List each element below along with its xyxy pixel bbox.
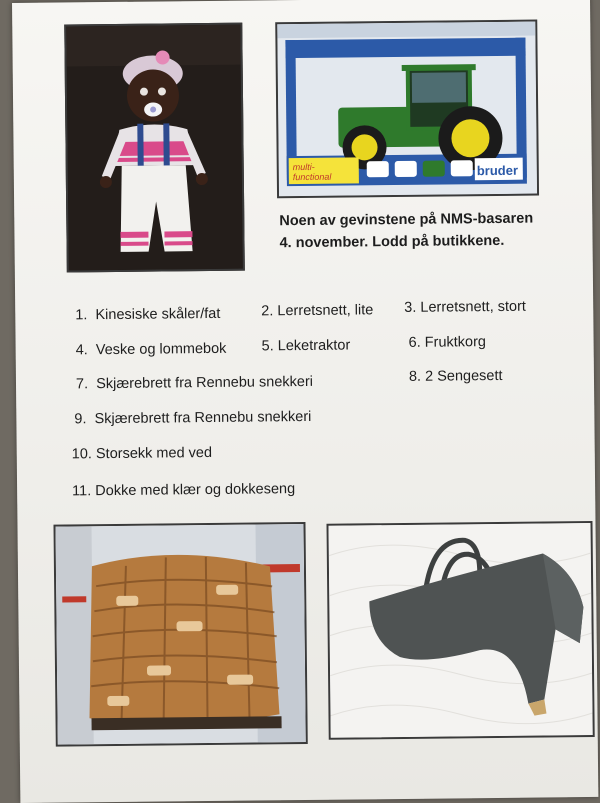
prize-1 <box>75 306 220 324</box>
prize-label: Fruktkorg <box>424 334 487 351</box>
prize-label: Skjærebrett fra Rennebu snekkeri <box>96 373 314 393</box>
tractor-box-side-text-2: functional <box>292 171 332 183</box>
prize-6 <box>409 334 487 351</box>
poster-sheet <box>12 0 598 803</box>
prize-number: 7. <box>75 376 89 393</box>
prize-number: 10. <box>71 446 93 463</box>
tractor-box-brand: bruder <box>476 162 519 179</box>
prize-label: Storsekk med ved <box>95 444 213 463</box>
firewood-illustration <box>56 524 306 745</box>
tractor-photo <box>275 20 539 199</box>
prize-11 <box>72 481 295 499</box>
prize-5 <box>262 338 351 355</box>
tractor-box-side-text-1: multi- <box>292 161 315 173</box>
prize-2 <box>261 302 373 319</box>
prize-number: 8. <box>408 368 422 385</box>
prize-number: 5. <box>261 338 274 355</box>
prize-10 <box>72 445 212 462</box>
prize-number: 11. <box>72 483 92 500</box>
bag-photo <box>326 521 594 740</box>
prize-label: Lerretsnett, lite <box>277 302 374 320</box>
doll-photo <box>64 23 245 273</box>
bag-illustration <box>329 523 593 738</box>
prize-9 <box>74 409 311 427</box>
prize-number: 4. <box>75 342 88 359</box>
prize-label: Skjærebrett fra Rennebu snekkeri <box>94 408 312 428</box>
prize-number: 9. <box>74 411 87 428</box>
doll-illustration <box>66 25 243 271</box>
prize-7 <box>76 374 313 392</box>
prize-label: Lerretsnett, stort <box>420 298 527 316</box>
prize-8 <box>409 368 503 385</box>
prize-3 <box>404 299 526 316</box>
prize-label: Dokke med klær og dokkeseng <box>95 481 296 500</box>
firewood-photo <box>53 522 307 747</box>
prize-label: Veske og lommebok <box>95 340 227 359</box>
prize-label: 2 Sengesett <box>424 367 503 385</box>
caption-line-2: 4. november. Lodd på butikkene. <box>279 232 505 252</box>
prize-number: 2. <box>261 303 274 320</box>
prize-number: 3. <box>404 299 417 316</box>
tractor-illustration <box>277 22 537 197</box>
caption-line-1: Noen av gevinstene på NMS-basaren <box>279 210 534 230</box>
prize-number: 1. <box>75 307 88 324</box>
prize-4 <box>76 341 227 359</box>
prize-label: Kinesiske skåler/fat <box>95 305 221 324</box>
prize-number: 6. <box>408 334 421 351</box>
prize-label: Leketraktor <box>277 337 351 355</box>
poster-caption <box>279 207 579 254</box>
